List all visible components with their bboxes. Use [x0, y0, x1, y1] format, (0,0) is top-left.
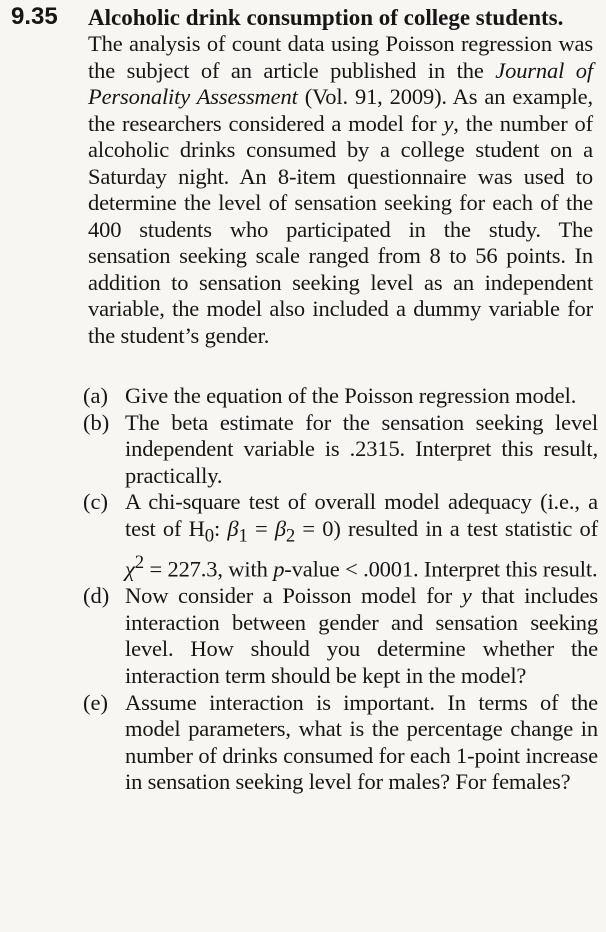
part-text: The beta estimate for the sensation seeking level independent variable is .2315. Interpret this result, practically.: [125, 409, 598, 488]
p-symbol: p: [273, 556, 285, 582]
problem-number: 9.35: [11, 3, 58, 30]
subscript-0: 0: [204, 525, 215, 547]
subscript-2: 2: [285, 525, 296, 547]
part-label: (d): [83, 583, 110, 609]
superscript-2: 2: [134, 552, 144, 574]
part-label: (b): [83, 409, 110, 435]
part-text: Give the equation of the Poisson regression model.: [125, 383, 577, 408]
part-e: [83, 690, 598, 796]
subscript-1: 1: [238, 525, 248, 547]
part-label: (e): [83, 689, 108, 715]
part-text: Assume interaction is important. In terms of the model parameters, what is the percentage change in number of drinks consumed for each 1-point increase in sensation seeking level for males? For females?: [125, 689, 598, 795]
variable-y: y: [461, 583, 472, 609]
part-c-text-4: -value < .0001. Interpret this result.: [284, 556, 598, 582]
intro-text-1: The analysis of count data using Poisson regression was the subject of an article published in the: [88, 31, 593, 83]
part-b: [83, 410, 598, 490]
beta-symbol: β: [227, 515, 239, 541]
intro-text-3: , the number of alcoholic drinks consumed by a college student on a Saturday night. An 8-item questionnaire was used to determine the level of sensation seeking for each of the 400 students who participated in the study. The sensation seeking scale ranged from 8 to 56 points. In addition to sensation seeking level as an independent variable, the model also included a dummy variable for the student’s gender.: [88, 110, 593, 348]
chi-symbol: χ: [125, 556, 135, 582]
intro-text-2: (Vol. 91, 2009). As an example, the researchers considered a model for: [88, 84, 593, 136]
colon: :: [214, 515, 228, 541]
variable-y: y: [443, 110, 454, 136]
equals-1: =: [247, 515, 275, 541]
problem-title: Alcoholic drink consumption of college students.: [88, 5, 564, 30]
question-parts: [83, 383, 598, 796]
part-d: [83, 583, 598, 689]
part-d-text-2: that includes interaction between gender and sensation seeking level. How should you determine whether the interaction term should be kept in the model?: [125, 583, 598, 688]
part-text: [125, 583, 598, 689]
part-c-text-2: = 0) resulted in a test statistic of: [295, 515, 599, 541]
part-text: [125, 489, 598, 583]
part-label: (c): [83, 489, 108, 515]
part-c-text-1: A chi-square test of overall model adequacy (i.e., a test of H: [125, 489, 598, 541]
part-c: [83, 489, 598, 583]
part-c-text-3: = 227.3, with: [143, 556, 274, 582]
part-label: (a): [83, 383, 108, 408]
part-a: [83, 383, 598, 410]
problem-intro: [88, 31, 593, 349]
part-d-text-1: Now consider a Poisson model for: [125, 583, 462, 609]
beta-symbol: β: [274, 515, 286, 541]
journal-name: Journal of Personality Assessment: [88, 57, 593, 109]
